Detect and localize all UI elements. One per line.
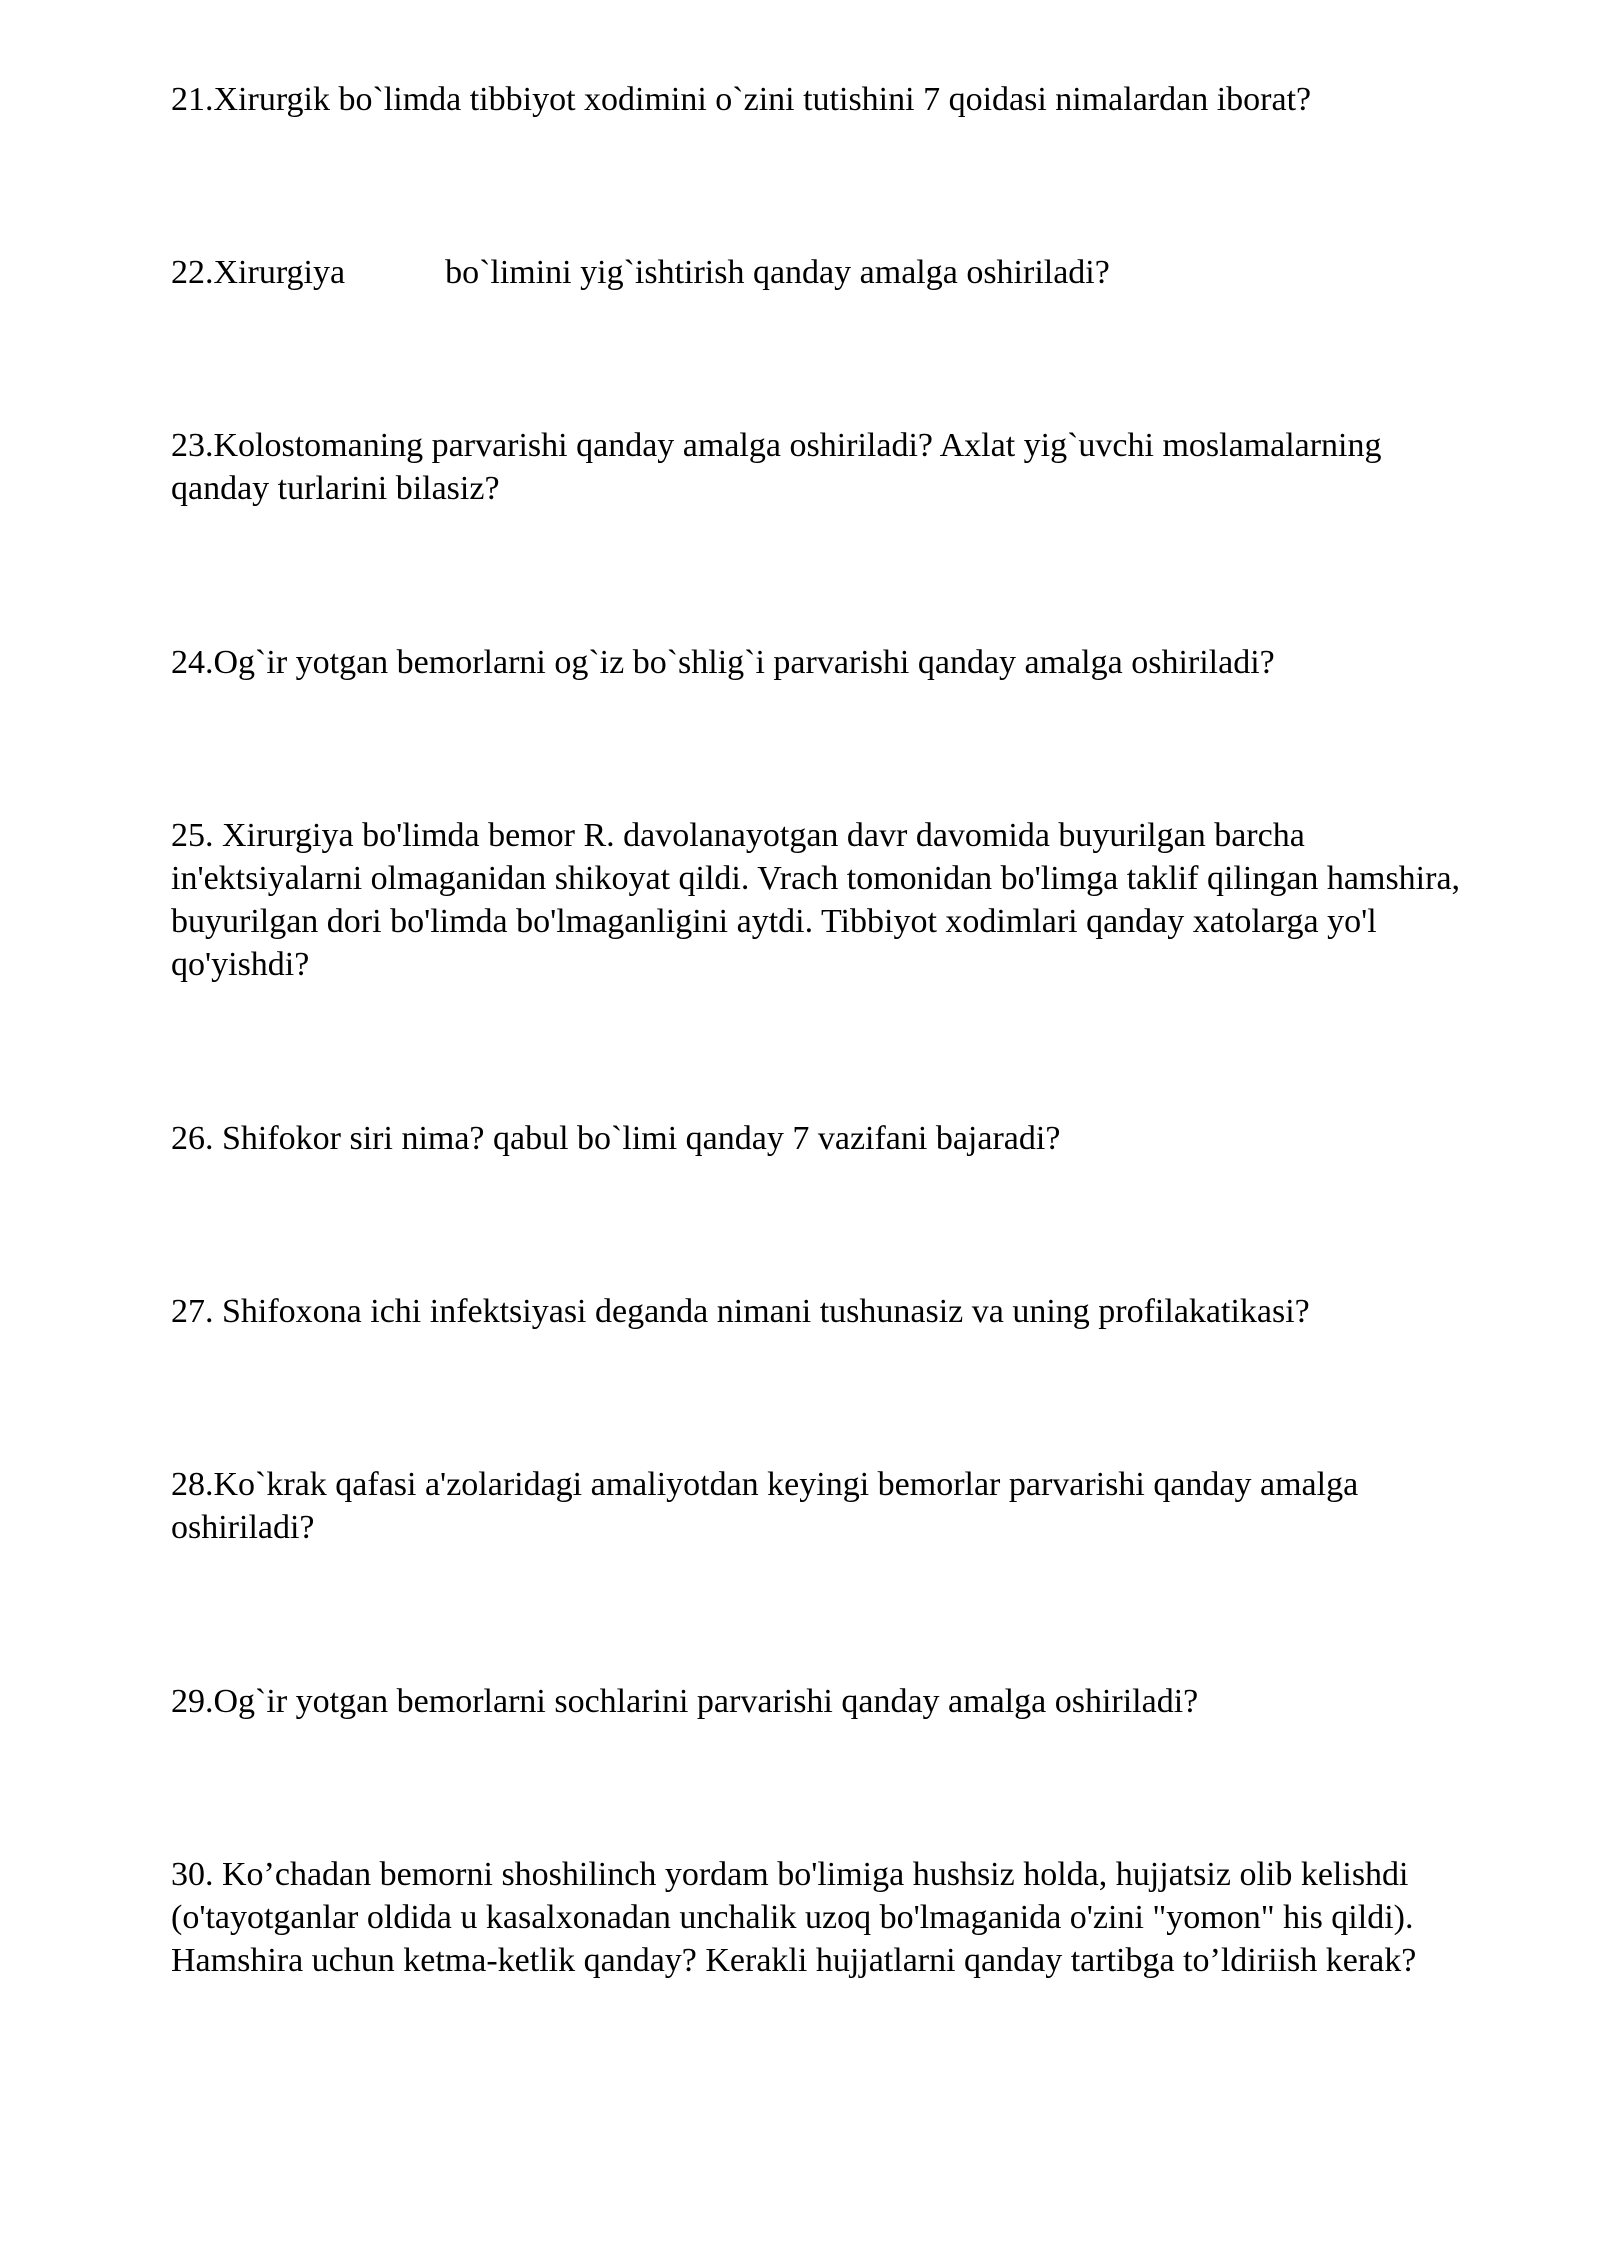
- question-29: 29.Og`ir yotgan bemorlarni sochlarini parvarishi qanday amalga oshiriladi?: [171, 1683, 1199, 1720]
- question-24: 24.Og`ir yotgan bemorlarni og`iz bo`shlig`i parvarishi qanday amalga oshiriladi?: [171, 644, 1275, 681]
- question-30: 30. Ko’chadan bemorni shoshilinch yordam bo'limiga hushsiz holda, hujjatsiz olib kelishdi (o'tayotganlar oldida u kasalxonadan unchalik uzoq bo'lmaganida o'zini "yomon" his qildi). Hamshira uchun ketma-ketlik qanday? Kerakli hujjatlarni qanday tartibga to’ldiriish kerak?: [171, 1856, 1417, 1979]
- question-22-end: bo`limini yig`ishtirish qanday amalga oshiriladi?: [445, 254, 1110, 291]
- question-28: 28.Ko`krak qafasi a'zolaridagi amaliyotdan keyingi bemorlar parvarishi qanday amalga oshiriladi?: [171, 1466, 1359, 1546]
- question-22-start: 22.Xirurgiya: [171, 254, 346, 291]
- question-27: 27. Shifoxona ichi infektsiyasi deganda nimani tushunasiz va uning profilakatikasi?: [171, 1293, 1310, 1330]
- question-25: 25. Xirurgiya bo'limda bemor R. davolanayotgan davr davomida buyurilgan barcha in'ektsiyalarni olmaganidan shikoyat qildi. Vrach tomonidan bo'limga taklif qilingan hamshira, buyurilgan dori bo'limda bo'lmaganligini aytdi. Tibbiyot xodimlari qanday xatolarga yo'l qo'yishdi?: [171, 817, 1461, 983]
- question-22: [171, 251, 1461, 294]
- question-21: 21.Xirurgik bo`limda tibbiyot xodimini o`zini tutishini 7 qoidasi nimalardan iborat?: [171, 81, 1312, 118]
- question-26: 26. Shifokor siri nima? qabul bo`limi qanday 7 vazifani bajaradi?: [171, 1120, 1061, 1157]
- question-23: 23.Kolostomaning parvarishi qanday amalga oshiriladi? Axlat yig`uvchi moslamalarning qanday turlarini bilasiz?: [171, 427, 1382, 507]
